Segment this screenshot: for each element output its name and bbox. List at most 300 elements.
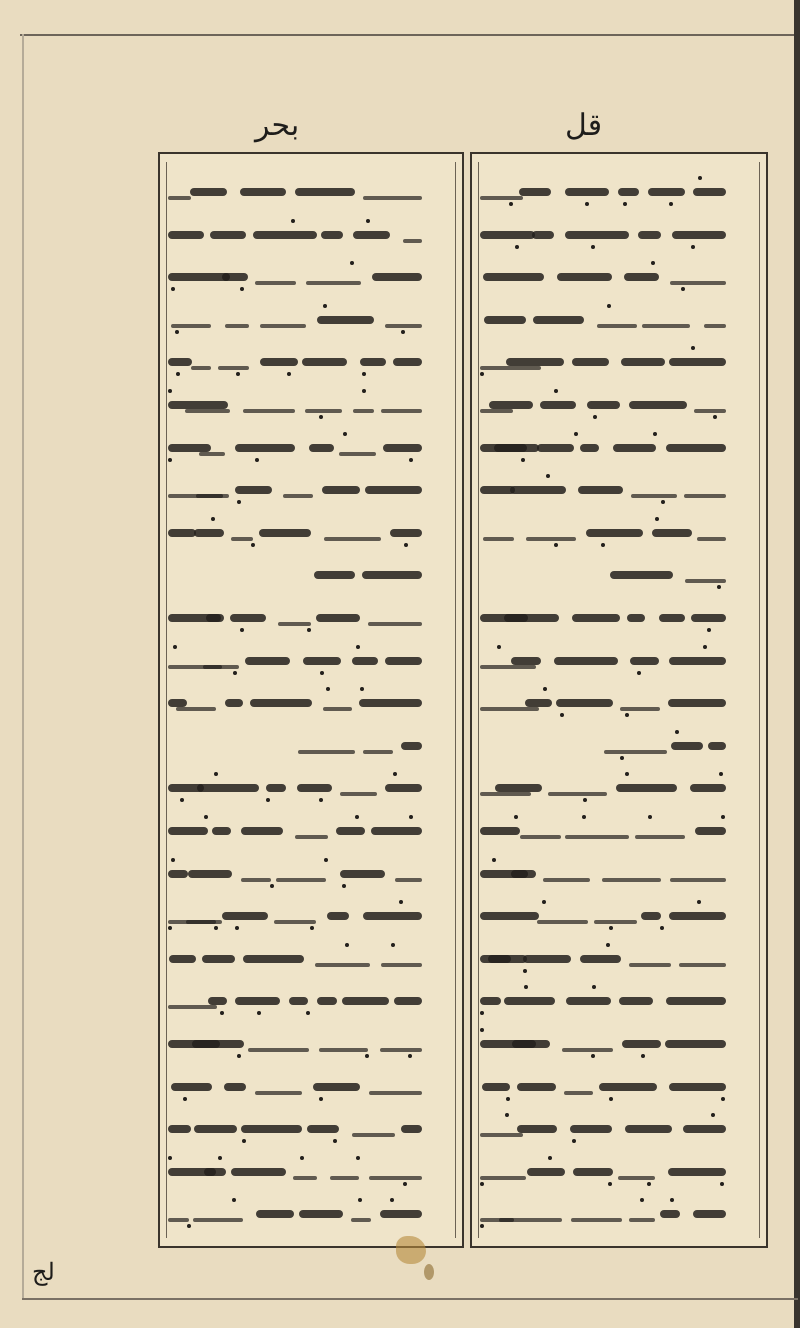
ink-stroke bbox=[363, 196, 422, 200]
diacritic-dot bbox=[719, 772, 723, 776]
diacritic-dot bbox=[609, 926, 613, 930]
diacritic-dot bbox=[669, 202, 673, 206]
ink-stroke bbox=[359, 699, 422, 707]
manuscript-line bbox=[480, 253, 758, 293]
ink-stroke bbox=[245, 657, 289, 665]
ink-stroke bbox=[672, 231, 726, 239]
manuscript-line bbox=[168, 509, 454, 549]
ink-stroke bbox=[168, 784, 204, 792]
ink-stroke bbox=[482, 1083, 510, 1091]
manuscript-line bbox=[480, 1148, 758, 1188]
ink-stroke bbox=[597, 324, 636, 328]
diacritic-dot bbox=[492, 858, 496, 862]
ink-stroke bbox=[299, 1210, 343, 1218]
ink-stroke bbox=[351, 1218, 371, 1222]
manuscript-line bbox=[480, 1020, 758, 1060]
ink-stroke bbox=[480, 1176, 526, 1180]
ink-stroke bbox=[517, 1125, 557, 1133]
ink-stroke bbox=[573, 1168, 613, 1176]
ink-stroke bbox=[168, 401, 228, 409]
ink-stroke bbox=[670, 878, 726, 882]
manuscript-line bbox=[168, 1063, 454, 1103]
ink-stroke bbox=[210, 231, 246, 239]
diacritic-dot bbox=[232, 1198, 236, 1202]
ink-stroke bbox=[168, 196, 191, 200]
ink-stroke bbox=[620, 707, 660, 711]
diacritic-dot bbox=[356, 1156, 360, 1160]
scan-edge-right bbox=[794, 0, 800, 1328]
manuscript-line bbox=[168, 1020, 454, 1060]
diacritic-dot bbox=[366, 219, 370, 223]
diacritic-dot bbox=[358, 1198, 362, 1202]
diacritic-dot bbox=[480, 1182, 484, 1186]
diacritic-dot bbox=[237, 1054, 241, 1058]
ink-stroke bbox=[319, 1048, 368, 1052]
manuscript-line bbox=[168, 935, 454, 975]
diacritic-dot bbox=[307, 628, 311, 632]
diacritic-dot bbox=[220, 1011, 224, 1015]
ink-stroke bbox=[168, 1168, 216, 1176]
ink-stroke bbox=[504, 997, 555, 1005]
ink-stroke bbox=[556, 699, 613, 707]
ink-stroke bbox=[526, 537, 576, 541]
ink-stroke bbox=[618, 1176, 654, 1180]
ink-stroke bbox=[484, 316, 526, 324]
ink-stroke bbox=[580, 444, 599, 452]
ink-stroke bbox=[194, 1125, 236, 1133]
ink-stroke bbox=[683, 1125, 726, 1133]
ink-stroke bbox=[363, 912, 422, 920]
ink-stroke bbox=[401, 742, 422, 750]
manuscript-line bbox=[480, 1063, 758, 1103]
diacritic-dot bbox=[171, 858, 175, 862]
ink-stroke bbox=[566, 997, 611, 1005]
ink-stroke bbox=[679, 963, 726, 967]
ink-stroke bbox=[230, 614, 266, 622]
diacritic-dot bbox=[168, 458, 172, 462]
scan-edge-bottom bbox=[22, 1298, 798, 1300]
manuscript-line bbox=[168, 764, 454, 804]
ink-stroke bbox=[243, 409, 295, 413]
ink-stroke bbox=[669, 912, 726, 920]
ink-stroke bbox=[193, 1218, 242, 1222]
diacritic-dot bbox=[713, 415, 717, 419]
ink-stroke bbox=[380, 1210, 422, 1218]
ink-stroke bbox=[307, 1125, 339, 1133]
ink-stroke bbox=[480, 707, 539, 711]
diacritic-dot bbox=[319, 415, 323, 419]
ink-stroke bbox=[168, 358, 192, 366]
ink-stroke bbox=[381, 963, 422, 967]
ink-stroke bbox=[289, 997, 308, 1005]
manuscript-line bbox=[480, 807, 758, 847]
diacritic-dot bbox=[721, 815, 725, 819]
ink-stroke bbox=[208, 997, 227, 1005]
text-column-right bbox=[470, 152, 768, 1248]
ink-stroke bbox=[506, 358, 564, 366]
manuscript-line bbox=[480, 850, 758, 890]
diacritic-dot bbox=[620, 756, 624, 760]
ink-stroke bbox=[168, 665, 222, 669]
page-header-left: بحر bbox=[255, 108, 300, 143]
ink-stroke bbox=[317, 997, 337, 1005]
diacritic-dot bbox=[523, 969, 527, 973]
diacritic-dot bbox=[355, 815, 359, 819]
ink-stroke bbox=[621, 358, 664, 366]
ink-stroke bbox=[231, 1168, 286, 1176]
diacritic-dot bbox=[356, 645, 360, 649]
diacritic-dot bbox=[554, 389, 558, 393]
ink-stroke bbox=[324, 537, 380, 541]
ink-stroke bbox=[369, 1091, 422, 1095]
ink-stroke bbox=[380, 1048, 422, 1052]
diacritic-dot bbox=[345, 943, 349, 947]
diacritic-dot bbox=[480, 372, 484, 376]
ink-stroke bbox=[604, 750, 667, 754]
diacritic-dot bbox=[698, 176, 702, 180]
diacritic-dot bbox=[180, 798, 184, 802]
diacritic-dot bbox=[237, 500, 241, 504]
manuscript-line bbox=[168, 594, 454, 634]
ink-stroke bbox=[517, 1083, 556, 1091]
ink-stroke bbox=[194, 529, 224, 537]
ink-stroke bbox=[231, 537, 253, 541]
ink-stroke bbox=[671, 742, 703, 750]
ink-stroke bbox=[480, 912, 539, 920]
diacritic-dot bbox=[306, 1011, 310, 1015]
diacritic-dot bbox=[607, 304, 611, 308]
ink-stroke bbox=[537, 444, 574, 452]
ink-stroke bbox=[171, 324, 211, 328]
diacritic-dot bbox=[640, 1198, 644, 1202]
diacritic-dot bbox=[362, 389, 366, 393]
ink-stroke bbox=[363, 750, 393, 754]
diacritic-dot bbox=[173, 645, 177, 649]
ink-stroke bbox=[565, 231, 628, 239]
ink-stroke bbox=[629, 1218, 655, 1222]
ink-stroke bbox=[697, 537, 726, 541]
manuscript-line bbox=[168, 253, 454, 293]
diacritic-dot bbox=[287, 372, 291, 376]
manuscript-line bbox=[480, 1190, 758, 1230]
ink-stroke bbox=[669, 1083, 726, 1091]
ink-stroke bbox=[520, 835, 561, 839]
diacritic-dot bbox=[670, 1198, 674, 1202]
ink-stroke bbox=[255, 281, 296, 285]
ink-stroke bbox=[225, 324, 248, 328]
ink-stroke bbox=[602, 878, 661, 882]
ink-stroke bbox=[570, 1125, 612, 1133]
ink-stroke bbox=[168, 1218, 189, 1222]
ink-stroke bbox=[548, 792, 607, 796]
diacritic-dot bbox=[324, 858, 328, 862]
ink-stroke bbox=[191, 366, 210, 370]
diacritic-dot bbox=[409, 458, 413, 462]
diacritic-dot bbox=[721, 1097, 725, 1101]
ink-stroke bbox=[586, 529, 644, 537]
diacritic-dot bbox=[585, 202, 589, 206]
ink-stroke bbox=[572, 614, 620, 622]
ink-stroke bbox=[276, 878, 326, 882]
manuscript-line bbox=[480, 679, 758, 719]
diacritic-dot bbox=[319, 798, 323, 802]
ink-stroke bbox=[527, 1168, 565, 1176]
diacritic-dot bbox=[480, 1011, 484, 1015]
diacritic-dot bbox=[183, 1097, 187, 1101]
ink-stroke bbox=[480, 366, 541, 370]
diacritic-dot bbox=[362, 372, 366, 376]
diacritic-dot bbox=[187, 1224, 191, 1228]
diacritic-dot bbox=[204, 815, 208, 819]
ink-stroke bbox=[616, 784, 677, 792]
diacritic-dot bbox=[168, 1156, 172, 1160]
diacritic-dot bbox=[582, 815, 586, 819]
ink-stroke bbox=[383, 444, 422, 452]
ink-stroke bbox=[342, 997, 389, 1005]
manuscript-line bbox=[480, 424, 758, 464]
diacritic-dot bbox=[409, 815, 413, 819]
ink-stroke bbox=[371, 827, 422, 835]
ink-stroke bbox=[260, 324, 306, 328]
diacritic-dot bbox=[300, 1156, 304, 1160]
ink-stroke bbox=[353, 231, 390, 239]
ink-stroke bbox=[523, 955, 571, 963]
manuscript-line bbox=[168, 1148, 454, 1188]
ink-stroke bbox=[190, 188, 226, 196]
ink-stroke bbox=[480, 444, 539, 452]
ink-stroke bbox=[274, 920, 317, 924]
ink-stroke bbox=[385, 784, 422, 792]
diacritic-dot bbox=[548, 1156, 552, 1160]
ink-stroke bbox=[564, 1091, 592, 1095]
ink-stroke bbox=[297, 784, 332, 792]
ink-stroke bbox=[578, 486, 623, 494]
diacritic-dot bbox=[497, 645, 501, 649]
diacritic-dot bbox=[574, 432, 578, 436]
ink-stroke bbox=[394, 997, 422, 1005]
diacritic-dot bbox=[641, 1054, 645, 1058]
ink-stroke bbox=[625, 1125, 672, 1133]
diacritic-dot bbox=[542, 900, 546, 904]
ink-stroke bbox=[199, 452, 225, 456]
diacritic-dot bbox=[401, 330, 405, 334]
ink-stroke bbox=[235, 997, 280, 1005]
diacritic-dot bbox=[592, 985, 596, 989]
diacritic-dot bbox=[270, 884, 274, 888]
ink-stroke bbox=[627, 614, 646, 622]
ink-stroke bbox=[395, 878, 422, 882]
ink-stroke bbox=[624, 273, 659, 281]
diacritic-dot bbox=[320, 671, 324, 675]
ink-stroke bbox=[648, 188, 685, 196]
ink-stroke bbox=[168, 614, 221, 622]
diacritic-dot bbox=[515, 245, 519, 249]
diacritic-dot bbox=[255, 458, 259, 462]
diacritic-dot bbox=[233, 671, 237, 675]
ink-stroke bbox=[613, 444, 656, 452]
diacritic-dot bbox=[326, 687, 330, 691]
ink-stroke bbox=[169, 955, 196, 963]
ink-stroke bbox=[303, 657, 341, 665]
ink-stroke bbox=[684, 494, 726, 498]
ink-stroke bbox=[339, 452, 376, 456]
ink-stroke bbox=[168, 699, 187, 707]
ink-stroke bbox=[381, 409, 422, 413]
diacritic-dot bbox=[175, 330, 179, 334]
diacritic-dot bbox=[546, 474, 550, 478]
manuscript-line bbox=[168, 807, 454, 847]
ink-stroke bbox=[168, 231, 204, 239]
manuscript-line bbox=[480, 935, 758, 975]
diacritic-dot bbox=[176, 372, 180, 376]
ink-stroke bbox=[322, 486, 360, 494]
ink-stroke bbox=[666, 997, 726, 1005]
ink-stroke bbox=[295, 188, 355, 196]
ink-stroke bbox=[708, 742, 726, 750]
diacritic-dot bbox=[240, 628, 244, 632]
ink-stroke bbox=[323, 707, 352, 711]
ink-stroke bbox=[168, 1040, 220, 1048]
diacritic-dot bbox=[218, 1156, 222, 1160]
ink-stroke bbox=[185, 409, 230, 413]
ink-stroke bbox=[480, 614, 528, 622]
ink-stroke bbox=[511, 657, 541, 665]
ink-stroke bbox=[316, 614, 360, 622]
diacritic-dot bbox=[572, 1139, 576, 1143]
ink-stroke bbox=[353, 409, 374, 413]
ink-stroke bbox=[248, 1048, 309, 1052]
diacritic-dot bbox=[675, 730, 679, 734]
ink-stroke bbox=[168, 444, 211, 452]
ink-stroke bbox=[690, 784, 726, 792]
ink-stroke bbox=[695, 827, 726, 835]
ink-stroke bbox=[197, 784, 259, 792]
ink-stroke bbox=[540, 401, 576, 409]
ink-stroke bbox=[489, 401, 533, 409]
ink-stroke bbox=[668, 699, 726, 707]
page-header-right: قل bbox=[565, 108, 603, 143]
manuscript-line bbox=[168, 211, 454, 251]
ink-stroke bbox=[250, 699, 312, 707]
ink-stroke bbox=[693, 1210, 726, 1218]
ink-stroke bbox=[685, 579, 726, 583]
manuscript-line bbox=[168, 168, 454, 208]
diacritic-dot bbox=[648, 815, 652, 819]
ink-stroke bbox=[704, 324, 726, 328]
diacritic-dot bbox=[505, 1113, 509, 1117]
ink-stroke bbox=[666, 444, 726, 452]
ink-stroke bbox=[168, 529, 196, 537]
diacritic-dot bbox=[506, 1097, 510, 1101]
manuscript-line bbox=[480, 296, 758, 336]
diacritic-dot bbox=[560, 713, 564, 717]
diacritic-dot bbox=[343, 432, 347, 436]
ink-stroke bbox=[243, 955, 304, 963]
ink-stroke bbox=[298, 750, 355, 754]
manuscript-line bbox=[168, 679, 454, 719]
ink-stroke bbox=[330, 1176, 358, 1180]
ink-stroke bbox=[693, 188, 726, 196]
diacritic-dot bbox=[514, 815, 518, 819]
diacritic-dot bbox=[333, 1139, 337, 1143]
text-column-left bbox=[158, 152, 464, 1248]
manuscript-line bbox=[480, 551, 758, 591]
ink-stroke bbox=[480, 1133, 523, 1137]
ink-stroke bbox=[306, 281, 361, 285]
ink-stroke bbox=[188, 870, 232, 878]
ink-stroke bbox=[622, 1040, 661, 1048]
manuscript-line bbox=[480, 594, 758, 634]
diacritic-dot bbox=[399, 900, 403, 904]
manuscript-line bbox=[168, 381, 454, 421]
ink-stroke bbox=[309, 444, 334, 452]
scan-edge-left bbox=[22, 34, 24, 1299]
manuscript-line bbox=[168, 424, 454, 464]
ink-stroke bbox=[668, 1168, 726, 1176]
ink-stroke bbox=[618, 188, 638, 196]
manuscript-line bbox=[168, 977, 454, 1017]
diacritic-dot bbox=[653, 432, 657, 436]
diacritic-dot bbox=[609, 1097, 613, 1101]
ink-stroke bbox=[168, 1005, 217, 1009]
ink-stroke bbox=[619, 997, 652, 1005]
ink-stroke bbox=[256, 1210, 294, 1218]
ink-stroke bbox=[222, 912, 269, 920]
diacritic-dot bbox=[214, 772, 218, 776]
ink-stroke bbox=[241, 827, 283, 835]
ink-stroke bbox=[224, 1083, 245, 1091]
manuscript-line bbox=[480, 466, 758, 506]
diacritic-dot bbox=[711, 1113, 715, 1117]
ink-stroke bbox=[241, 878, 270, 882]
ink-stroke bbox=[480, 1218, 514, 1222]
ink-stroke bbox=[168, 1125, 191, 1133]
diacritic-dot bbox=[606, 943, 610, 947]
diacritic-dot bbox=[661, 500, 665, 504]
diacritic-dot bbox=[543, 687, 547, 691]
diacritic-dot bbox=[691, 245, 695, 249]
ink-stroke bbox=[629, 401, 687, 409]
diacritic-dot bbox=[342, 884, 346, 888]
diacritic-dot bbox=[623, 202, 627, 206]
ink-stroke bbox=[314, 571, 355, 579]
diacritic-dot bbox=[350, 261, 354, 265]
ink-stroke bbox=[168, 494, 223, 498]
manuscript-line bbox=[168, 637, 454, 677]
ink-stain bbox=[396, 1236, 426, 1264]
ink-stroke bbox=[572, 358, 609, 366]
ink-stroke bbox=[369, 1176, 422, 1180]
diacritic-dot bbox=[390, 1198, 394, 1202]
ink-stroke bbox=[235, 444, 295, 452]
manuscript-line bbox=[168, 892, 454, 932]
ink-stroke bbox=[235, 486, 272, 494]
ink-stroke bbox=[610, 571, 673, 579]
diacritic-dot bbox=[319, 1097, 323, 1101]
ink-stroke bbox=[557, 273, 612, 281]
diacritic-dot bbox=[168, 926, 172, 930]
manuscript-line bbox=[480, 1105, 758, 1145]
ink-stroke bbox=[480, 1040, 536, 1048]
manuscript-line bbox=[480, 722, 758, 762]
diacritic-dot bbox=[291, 219, 295, 223]
ink-stroke bbox=[510, 486, 567, 494]
diacritic-dot bbox=[703, 645, 707, 649]
ink-stroke bbox=[372, 273, 422, 281]
ink-stroke bbox=[629, 963, 671, 967]
ink-stroke bbox=[587, 401, 620, 409]
ink-stroke bbox=[259, 529, 312, 537]
